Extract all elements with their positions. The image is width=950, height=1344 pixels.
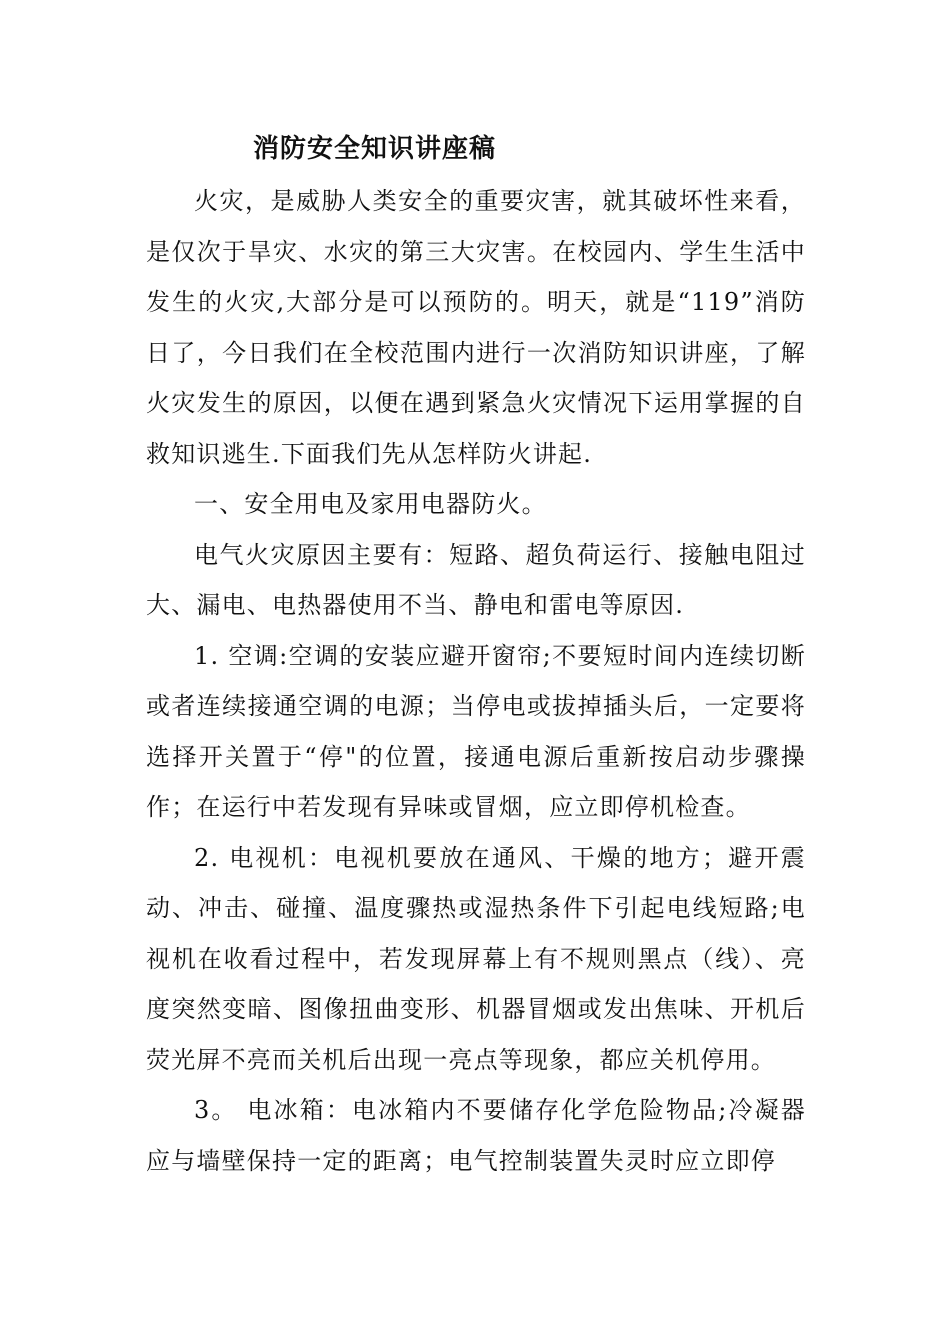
paragraph-air-conditioner: 1. 空调:空调的安装应避开窗帘;不要短时间内连续切断或者连续接通空调的电源；当停电或拔掉插头后，一定要将选择开关置于“停"的位置，接通电源后重新按启动步骤操作；在运行中若发现有异味或冒烟，应立即停机检查。 [146, 641, 806, 821]
section-heading-electrical-safety: 一、安全用电及家用电器防火。 [194, 490, 547, 518]
paragraph-refrigerator: 3。 电冰箱：电冰箱内不要储存化学危险物品;冷凝器应与墙壁保持一定的距离；电气控制装置失灵时应立即停 [146, 1096, 806, 1175]
document-title: 消防安全知识讲座稿 [253, 134, 497, 164]
paragraph-television: 2. 电视机：电视机要放在通风、干燥的地方；避开震动、冲击、碰撞、温度骤热或湿热条件下引起电线短路;电视机在收看过程中，若发现屏幕上有不规则黑点（线）、亮度突然变暗、图像扭曲变形、机器冒烟或发出焦味、开机后荧光屏不亮而关机后出现一亮点等现象，都应关机停用。 [146, 843, 806, 1074]
document-body [146, 176, 806, 1186]
paragraph-electrical-fire-causes: 电气火灾原因主要有：短路、超负荷运行、接触电阻过大、漏电、电热器使用不当、静电和雷电等原因. [146, 540, 806, 619]
paragraph-intro: 火灾，是威胁人类安全的重要灾害，就其破坏性来看，是仅次于旱灾、水灾的第三大灾害。在校园内、学生生活中发生的火灾,大部分是可以预防的。明天，就是“119”消防日了，今日我们在全校范围内进行一次消防知识讲座，了解火灾发生的原因，以便在遇到紧急火灾情况下运用掌握的自救知识逃生.下面我们先从怎样防火讲起. [146, 187, 806, 468]
